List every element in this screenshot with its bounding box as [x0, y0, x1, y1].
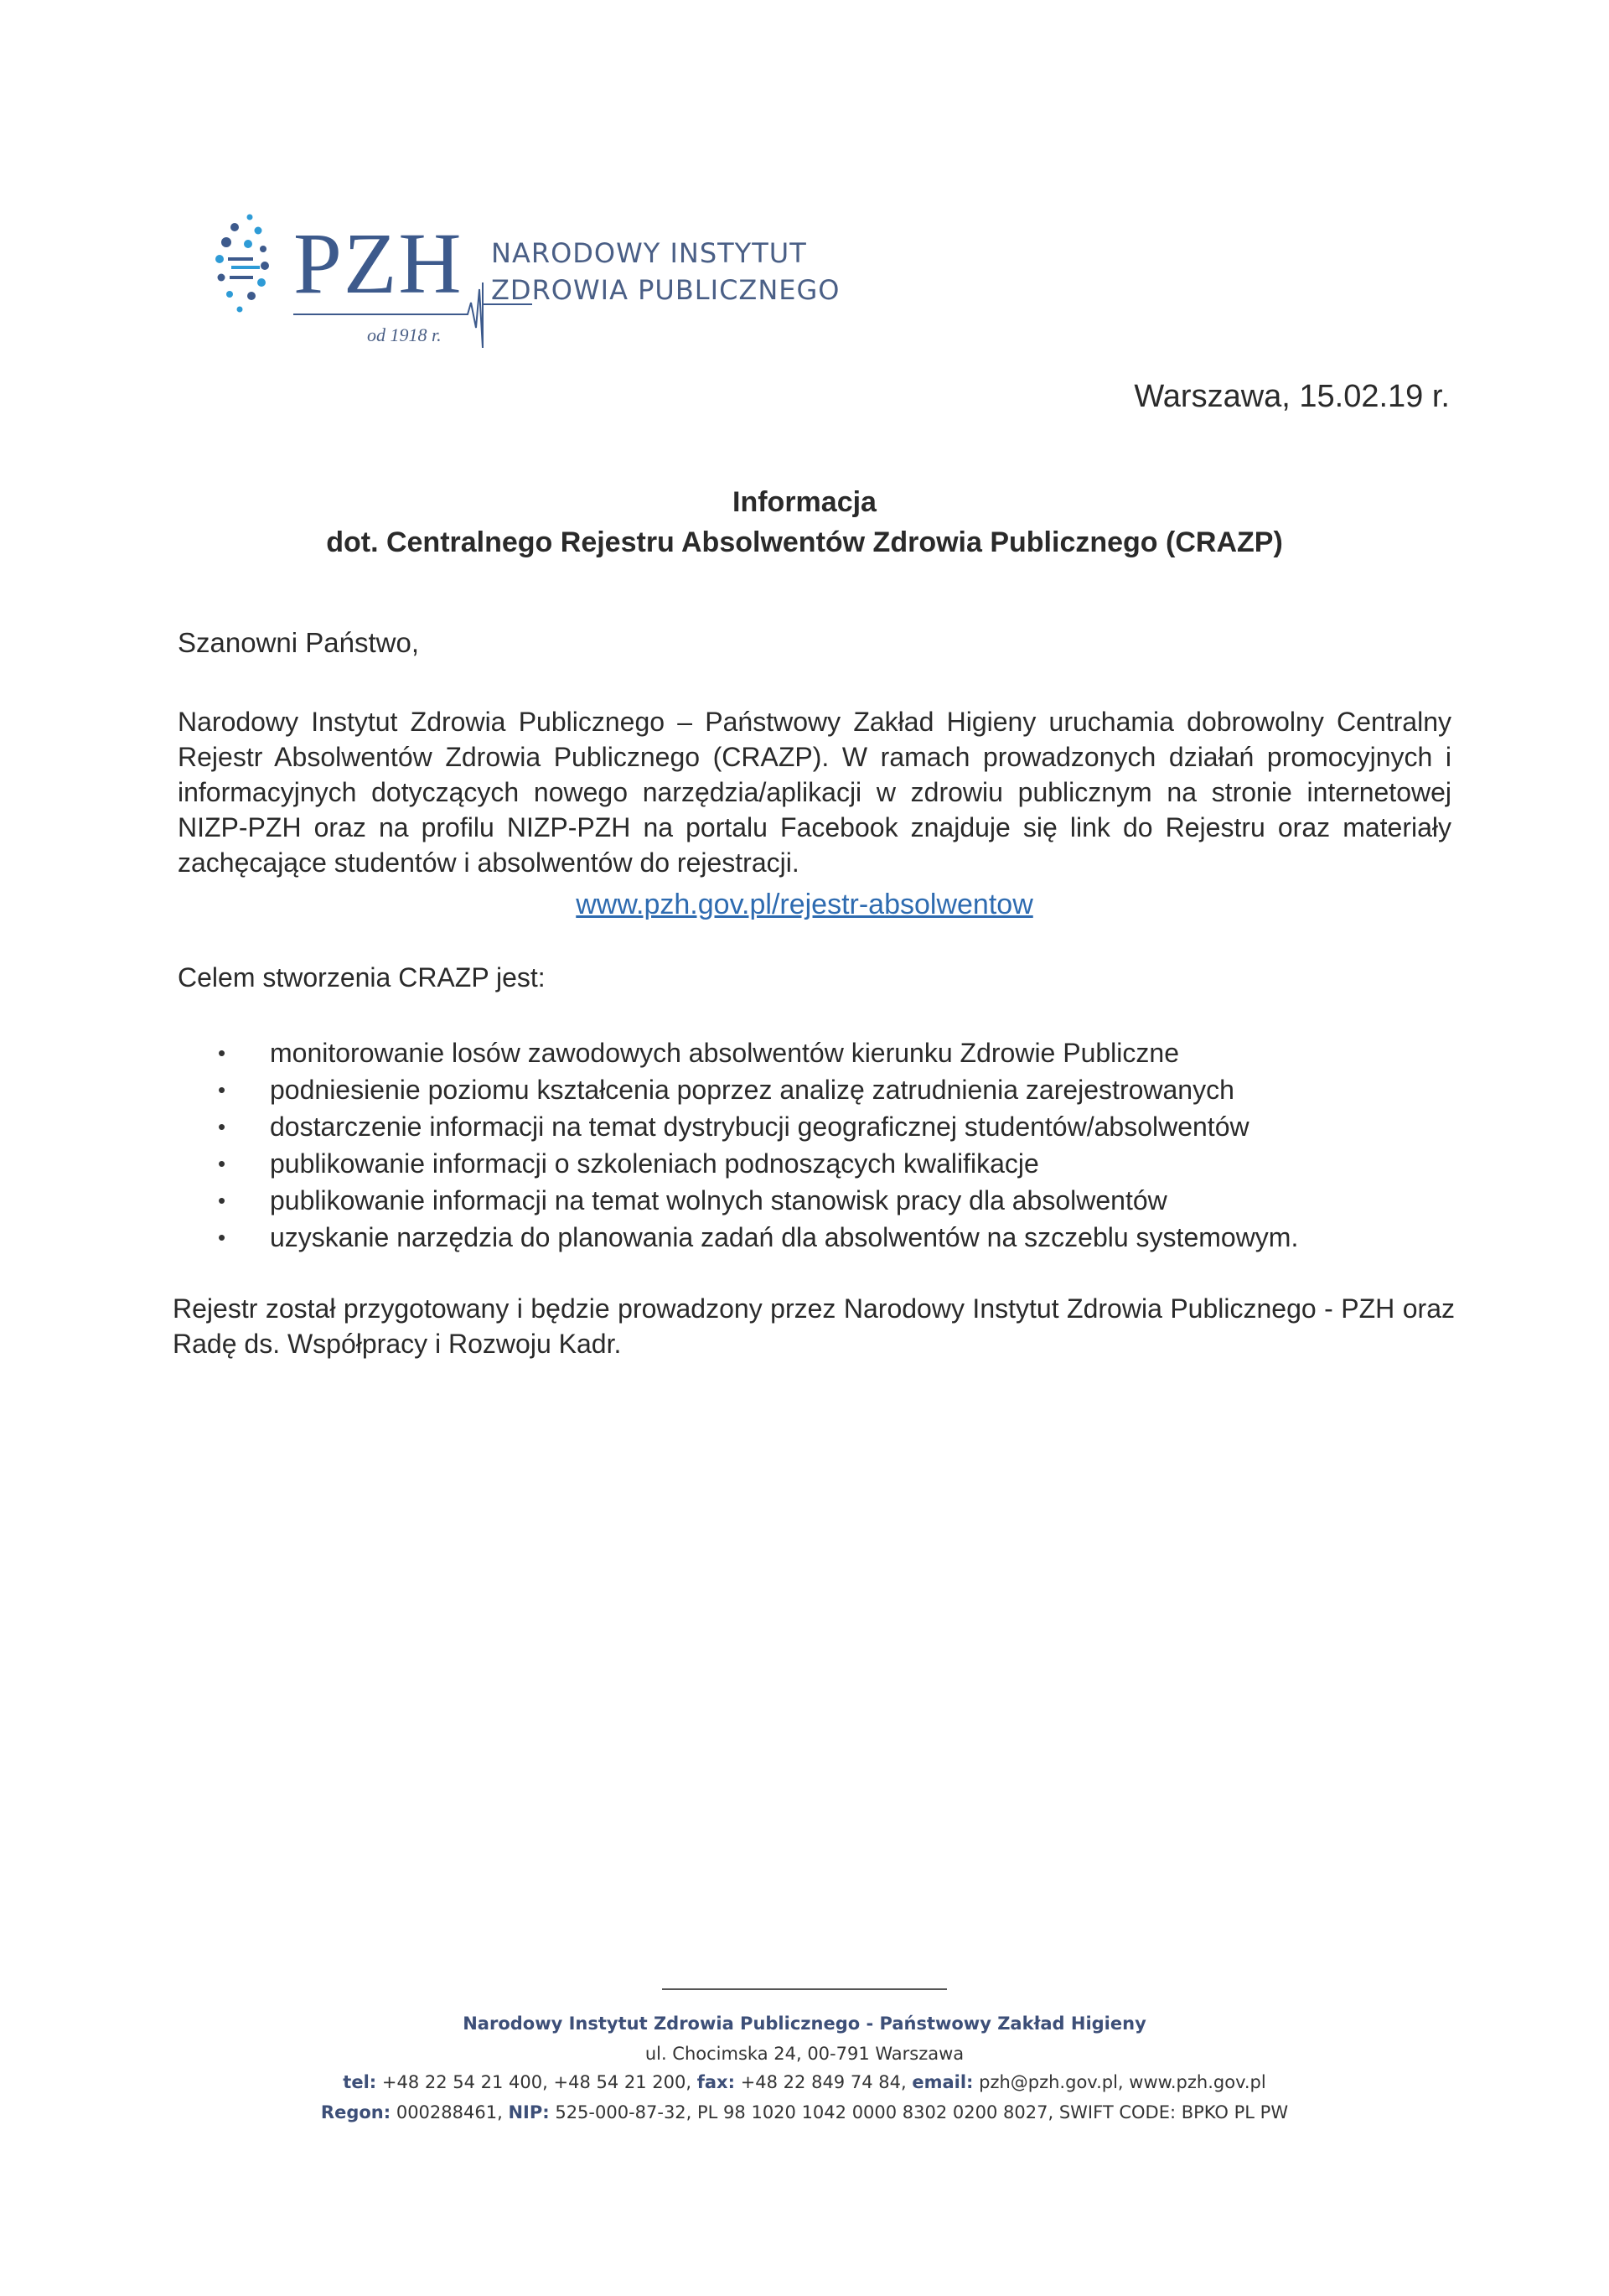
logo-since: od 1918 r. — [367, 324, 442, 345]
letter-date: Warszawa, 15.02.19 r. — [1134, 379, 1450, 414]
document-subtitle: dot. Centralnego Rejestru Absolwentów Zdrowia Publicznego (CRAZP) — [326, 526, 1283, 558]
goals-list — [218, 1034, 1298, 1256]
fax-value: +48 22 849 74 84, — [740, 2072, 907, 2092]
footer-divider — [662, 1988, 947, 1990]
bullet-icon: • — [218, 1114, 226, 1139]
document-title: Informacja — [732, 486, 877, 518]
list-item-text: dostarczenie informacji na temat dystrybucji geograficznej studentów/absolwentów — [270, 1112, 1249, 1142]
regon-label: Regon: — [320, 2102, 391, 2122]
tel-value: +48 22 54 21 400, +48 54 21 200, — [381, 2072, 692, 2092]
footer-institution: Narodowy Instytut Zdrowia Publicznego - Państwowy Zakład Higieny — [463, 2014, 1146, 2034]
tel-label: tel: — [343, 2072, 377, 2092]
footer-address: ul. Chocimska 24, 00-791 Warszawa — [644, 2044, 965, 2064]
list-item — [218, 1219, 1298, 1256]
bullet-icon: • — [218, 1225, 226, 1250]
list-item-text: monitorowanie losów zawodowych absolwentów kierunku Zdrowie Publiczne — [270, 1038, 1179, 1068]
nip-value: 525-000-87-32, PL 98 1020 1042 0000 8302 0200 8027, SWIFT CODE: BPKO PL PW — [555, 2102, 1289, 2122]
footer-registration — [0, 2102, 1609, 2122]
goals-intro: Celem stworzenia CRAZP jest: — [178, 962, 546, 993]
logo-abbreviation: PZH — [293, 215, 463, 312]
logo-name-line2: ZDROWIA PUBLICZNEGO — [491, 274, 841, 306]
intro-paragraph: Narodowy Instytut Zdrowia Publicznego – Państwowy Zakład Higieny uruchamia dobrowolny Centralny Rejestr Absolwentów Zdrowia Publicznego (CRAZP). W ramach prowadzonych działań promocyjnych i informacyjnych dotyczących nowego narzędzia/aplikacji w zdrowiu publicznym na stronie internetowej NIZP-PZH oraz na profilu NIZP-PZH na portalu Facebook znajduje się link do Rejestru oraz materiały zachęcające studentów i absolwentów do rejestracji. — [178, 707, 1451, 878]
footer-contacts — [0, 2072, 1609, 2092]
pzh-logo — [210, 214, 880, 348]
list-item — [218, 1182, 1298, 1219]
bullet-icon: • — [218, 1077, 226, 1102]
list-item — [218, 1034, 1298, 1071]
registry-link[interactable]: www.pzh.gov.pl/rejestr-absolwentow — [576, 889, 1033, 920]
logo-name-line1: NARODOWY INSTYTUT — [491, 237, 807, 269]
salutation: Szanowni Państwo, — [178, 627, 419, 658]
nip-label: NIP: — [508, 2102, 550, 2122]
email-label: email: — [912, 2072, 974, 2092]
list-item — [218, 1071, 1298, 1108]
dna-dots-icon — [215, 215, 269, 313]
list-item — [218, 1145, 1298, 1182]
bullet-icon: • — [218, 1188, 226, 1213]
list-item — [218, 1108, 1298, 1145]
regon-value: 000288461, — [396, 2102, 503, 2122]
fax-label: fax: — [696, 2072, 735, 2092]
bullet-icon: • — [218, 1151, 226, 1176]
email-value[interactable]: pzh@pzh.gov.pl, www.pzh.gov.pl — [979, 2072, 1266, 2092]
list-item-text: publikowanie informacji o szkoleniach podnoszących kwalifikacje — [270, 1148, 1039, 1179]
list-item-text: publikowanie informacji na temat wolnych stanowisk pracy dla absolwentów — [270, 1185, 1167, 1215]
bullet-icon: • — [218, 1040, 226, 1065]
list-item-text: uzyskanie narzędzia do planowania zadań dla absolwentów na szczeblu systemowym. — [270, 1222, 1299, 1252]
closing-paragraph: Rejestr został przygotowany i będzie prowadzony przez Narodowy Instytut Zdrowia Publicznego - PZH oraz Radę ds. Współpracy i Rozwoju Kadr. — [173, 1293, 1455, 1359]
list-item-text: podniesienie poziomu kształcenia poprzez analizę zatrudnienia zarejestrowanych — [270, 1075, 1234, 1105]
